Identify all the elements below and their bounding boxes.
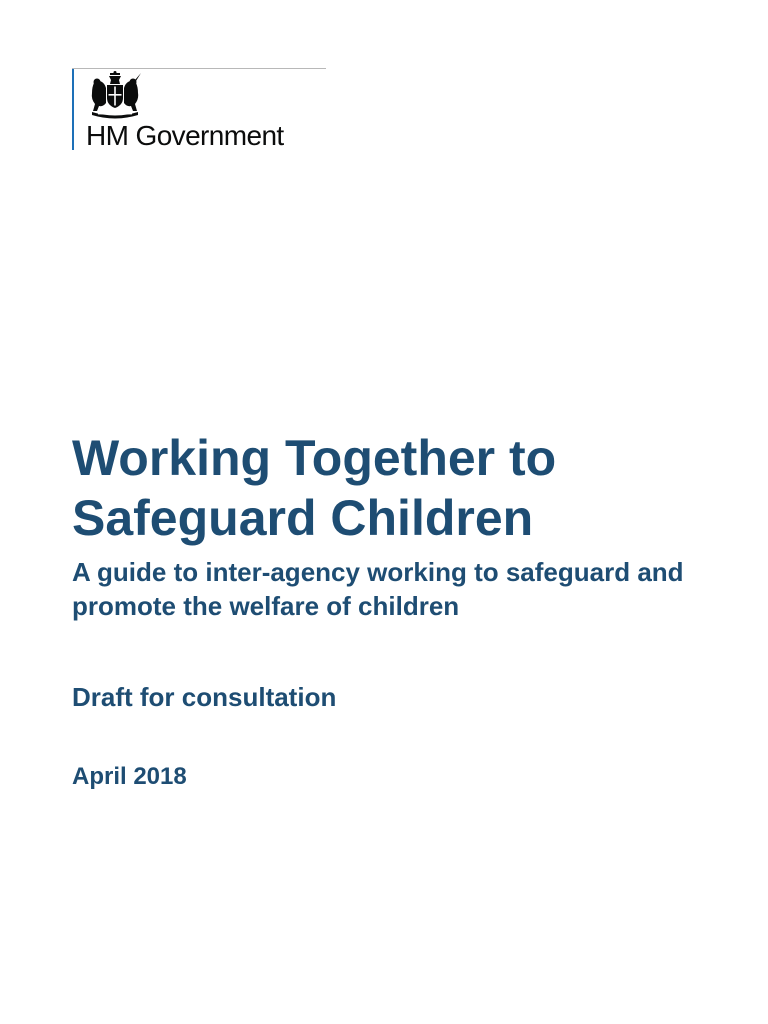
document-subtitle: A guide to inter-agency working to safeguard and promote the welfare of children: [72, 557, 684, 621]
document-title: Working Together to Safeguard Children: [72, 430, 557, 546]
organisation-name: HM Government: [86, 120, 284, 151]
document-status: Draft for consultation: [72, 682, 337, 712]
government-logo: [72, 68, 328, 152]
logo-horizontal-rule: [72, 68, 326, 69]
royal-coat-of-arms-icon: [86, 71, 144, 119]
publication-date: April 2018: [72, 763, 187, 790]
logo-vertical-rule: [72, 68, 74, 150]
